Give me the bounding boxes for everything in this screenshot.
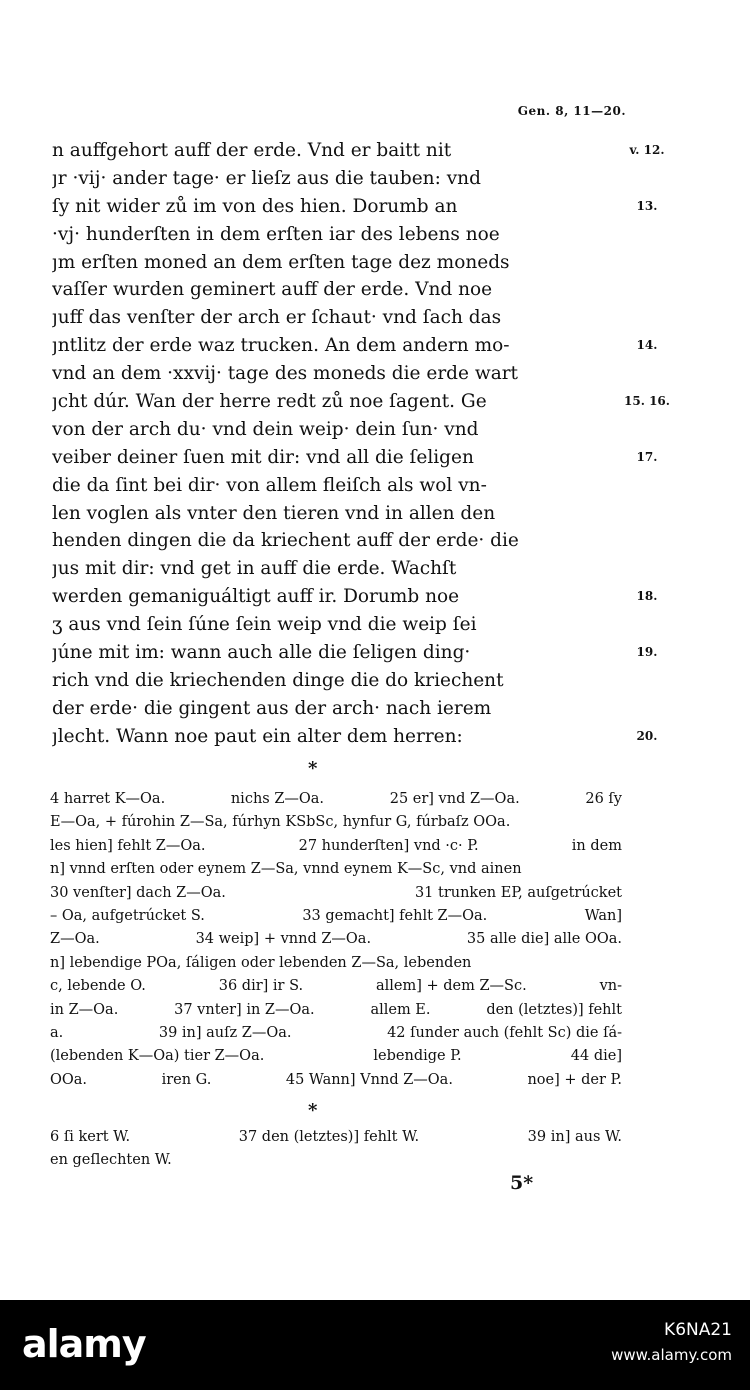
apparatus-entry: 30 venſter] dach Z—Oa.	[50, 884, 226, 901]
apparatus-entry: les hien] fehlt Z—Oa.	[50, 837, 206, 854]
apparatus-line	[50, 835, 622, 858]
apparatus-entry: (lebenden K—Oa) tier Z—Oa.	[50, 1048, 265, 1065]
text-line	[52, 416, 662, 444]
apparatus-line	[50, 928, 622, 951]
text-line	[52, 639, 662, 667]
text-line-content: ȷus mit dir: vnd get in auff die erde. Wachſt	[52, 558, 457, 580]
apparatus-line	[50, 1149, 622, 1172]
apparatus-line	[50, 952, 622, 975]
text-line-content: werden gemaniguáltigt auff ir. Dorumb noe	[52, 586, 460, 608]
text-line	[52, 667, 662, 695]
apparatus-entry: 25 er] vnd Z—Oa.	[389, 791, 520, 807]
text-line	[52, 193, 662, 221]
critical-apparatus	[50, 788, 622, 1092]
verse-number: 14.	[636, 338, 658, 353]
image-id: K6NA21	[664, 1320, 732, 1340]
apparatus-entry: in dem	[571, 837, 622, 854]
apparatus-entry: 42 ſunder auch (fehlt Sc) die ſá-	[387, 1024, 622, 1041]
text-line-content: ȷuff das venſter der arch er ſchaut· vnd ſach das	[52, 307, 502, 329]
apparatus-entry: 37 vnter] in Z—Oa.	[174, 1001, 315, 1018]
text-line	[52, 276, 662, 304]
text-line	[52, 304, 662, 332]
apparatus-entry: Wan]	[584, 907, 622, 924]
page-number: 5*	[510, 1172, 534, 1194]
critical-apparatus-secondary	[50, 1126, 622, 1173]
apparatus-entry: a.	[50, 1024, 64, 1041]
text-line-content: ȷm erſten moned an dem erſten tage dez moneds	[52, 251, 510, 273]
apparatus-line	[50, 858, 622, 881]
section-asterisk-1: *	[308, 758, 318, 779]
text-line-content: len voglen als vnter den tieren vnd in allen den	[52, 502, 496, 524]
alamy-logo: alamy	[22, 1322, 146, 1366]
apparatus-line	[50, 999, 622, 1022]
apparatus-entry: n] vnnd erſten oder eynem Z—Sa, vnnd eynem K—Sc, vnd ainen	[50, 861, 522, 878]
apparatus-line	[50, 811, 622, 834]
apparatus-entry: E—Oa, + fúrohin Z—Sa, fúrhyn KSbSc, hynfur G, fúrbaſz OOa.	[50, 814, 511, 831]
main-text	[52, 137, 670, 751]
apparatus-entry: 39 in] auſz Z—Oa.	[158, 1024, 292, 1041]
verse-number: 18.	[636, 589, 658, 604]
text-line	[52, 388, 670, 416]
text-line-content: ʒ aus vnd ſein ſúne ſein weip vnd die weip ſei	[52, 614, 477, 636]
apparatus-entry: c, lebende O.	[50, 978, 146, 995]
text-line-content: ȷlecht. Wann noe paut ein alter dem herren:	[52, 725, 463, 747]
apparatus-entry: 36 dir] ir S.	[218, 978, 304, 995]
apparatus-entry: 27 hunderſten] vnd ·c· P.	[298, 837, 479, 854]
text-line-content: ȷntlitz der erde waz trucken. An dem andern mo-	[52, 335, 510, 357]
verse-number: 15. 16.	[624, 394, 670, 409]
text-line-content: vnd an dem ·xxvij· tage des moneds die erde wart	[52, 363, 518, 385]
apparatus-entry: in Z—Oa.	[50, 1001, 119, 1018]
watermark-footer	[0, 1300, 750, 1390]
apparatus-entry: allem] + dem Z—Sc.	[375, 978, 527, 995]
text-line-content: n auffgehort auff der erde. Vnd er baitt nit	[52, 140, 452, 161]
apparatus-line	[50, 788, 622, 811]
apparatus-entry: iren G.	[161, 1071, 212, 1088]
text-line	[52, 221, 662, 249]
text-line-content: der erde· die gingent aus der arch· nach ierem	[52, 697, 492, 719]
apparatus-entry: 33 gemacht] fehlt Z—Oa.	[302, 907, 488, 924]
text-line	[52, 472, 662, 500]
text-line	[52, 249, 662, 277]
apparatus-entry: n] lebendige POa, ſáligen oder lebenden Z—Sa, lebenden	[50, 954, 472, 971]
verse-number: 17.	[636, 449, 658, 464]
apparatus-entry: 34 weip] + vnnd Z—Oa.	[195, 931, 372, 948]
text-line-content: ſy nit wider zů im von des hien. Dorumb an	[52, 195, 458, 217]
text-line-content: rich vnd die kriechenden dinge die do kriechent	[52, 669, 504, 691]
text-line	[52, 444, 662, 472]
apparatus-entry: den (letztes)] fehlt	[486, 1001, 622, 1018]
apparatus-entry: noe] + der P.	[527, 1071, 622, 1088]
text-line-content: die da ſint bei dir· von allem fleiſch als wol vn-	[52, 474, 487, 496]
apparatus-line	[50, 975, 622, 998]
apparatus-line	[50, 905, 622, 928]
apparatus-line	[50, 1069, 622, 1092]
text-line-content: ·vj· hunderſten in dem erſten iar des lebens noe	[52, 223, 500, 245]
apparatus-entry: 39 in] aus W.	[527, 1129, 622, 1145]
text-line	[52, 611, 662, 639]
verse-number: 19.	[636, 645, 658, 660]
text-line	[52, 332, 662, 360]
text-line-content: vaſſer wurden geminert auff der erde. Vnd noe	[52, 279, 493, 301]
text-line-content: ȷcht dúr. Wan der herre redt zů noe ſagent. Ge	[52, 391, 487, 413]
site-url: www.alamy.com	[611, 1346, 732, 1364]
text-line	[52, 695, 662, 723]
apparatus-line	[50, 1022, 622, 1045]
text-line	[52, 527, 662, 555]
apparatus-entry: 31 trunken EP, auſgetrúcket	[414, 884, 622, 901]
text-line	[52, 723, 662, 751]
text-line	[52, 137, 665, 165]
text-line-content: veiber deiner ſuen mit dir: vnd all die ſeligen	[52, 446, 474, 468]
apparatus-entry: 26 ſy	[585, 791, 622, 807]
text-line-content: ȷr ·vij· ander tage· er lieſz aus die tauben: vnd	[52, 167, 481, 189]
apparatus-entry: 45 Wann] Vnnd Z—Oa.	[285, 1071, 453, 1088]
section-asterisk-2: *	[308, 1100, 318, 1121]
verse-number: 13.	[636, 198, 658, 213]
text-line-content: henden dingen die da kriechent auff der erde· die	[52, 530, 519, 552]
apparatus-line	[50, 882, 622, 905]
apparatus-entry: Z—Oa.	[50, 931, 100, 948]
apparatus-entry: 44 die]	[570, 1048, 622, 1065]
text-line-content: von der arch du· vnd dein weip· dein ſun· vnd	[52, 418, 479, 440]
text-line	[52, 583, 662, 611]
verse-number: 20.	[636, 728, 658, 743]
apparatus-entry: 35 alle die] alle OOa.	[466, 931, 622, 948]
apparatus-entry: vn-	[599, 978, 622, 995]
apparatus-entry: – Oa, aufgetrúcket S.	[50, 907, 205, 924]
verse-number: v. 12.	[629, 143, 665, 157]
apparatus-entry: nichs Z—Oa.	[230, 791, 325, 807]
apparatus-line	[50, 1126, 622, 1149]
text-line	[52, 500, 662, 528]
text-line-content: ȷúne mit im: wann auch alle die ſeligen ding·	[52, 642, 471, 664]
apparatus-entry: 6 ſi kert W.	[50, 1129, 131, 1145]
apparatus-entry: allem E.	[370, 1001, 431, 1018]
text-line	[52, 360, 662, 388]
apparatus-entry: en geſlechten W.	[50, 1152, 172, 1169]
apparatus-line	[50, 1045, 622, 1068]
running-head: Gen. 8, 11—20.	[517, 104, 626, 118]
apparatus-entry: OOa.	[50, 1071, 88, 1088]
apparatus-entry: lebendige P.	[373, 1048, 462, 1065]
text-line	[52, 555, 662, 583]
apparatus-entry: 37 den (letztes)] fehlt W.	[238, 1129, 420, 1145]
text-line	[52, 165, 662, 193]
apparatus-entry: 4 harret K—Oa.	[50, 791, 166, 807]
